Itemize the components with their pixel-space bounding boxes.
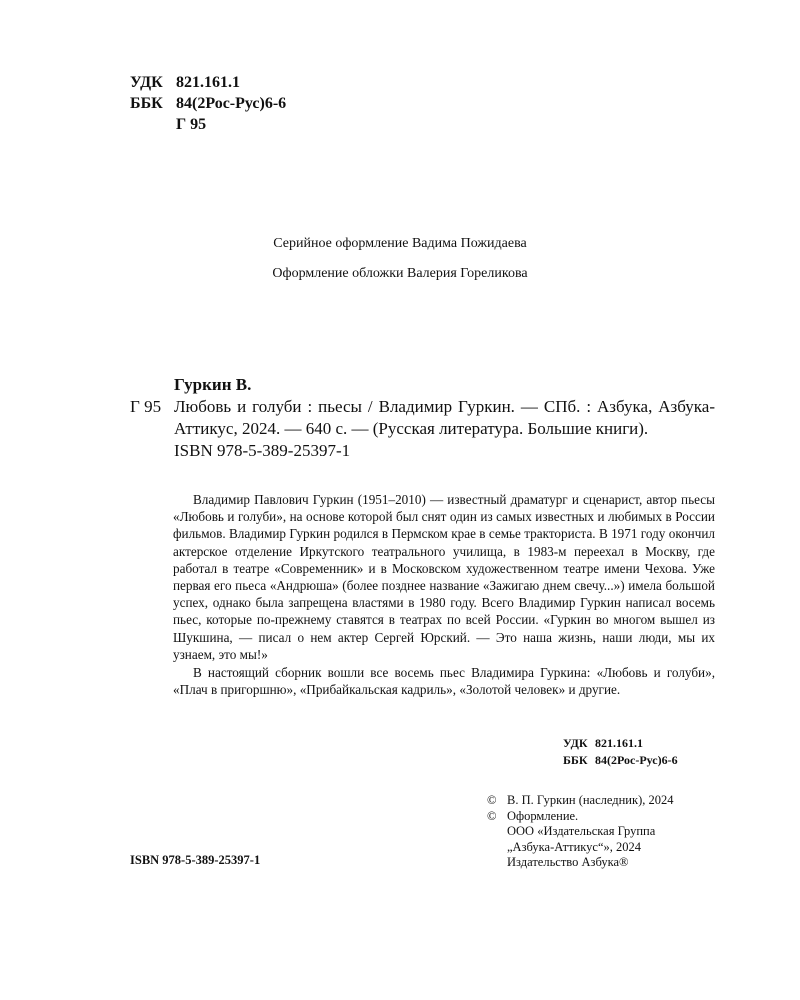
publisher-line: ООО «Издательская Группа [507, 824, 656, 838]
cover-design-credit: Оформление обложки Валерия Гореликова [272, 266, 528, 281]
bibliographic-description: Любовь и голуби : пьесы / Владимир Гуркин. — СПб. : Азбука, Азбука-Аттикус, 2024. — 640 с. — (Русская литература. Большие книги). [174, 397, 715, 438]
annotation-paragraph: Владимир Павлович Гуркин (1951–2010) — известный драматург и сценарист, автор пьесы «Любовь и голуби», на основе которой был снят один из самых известных и любимых в России фильмов. Владимир Гуркин родился в Пермском крае в семье тракториста. В 1971 году окончил актерское отделение Иркутского театрального училища, в 1983-м переехал в Москву, где работал в театре «Современник» и в Московском художественном театре имени Чехова. Уже первая его пьеса «Андрюша» (более позднее название «Зажигаю днем свечу...») имела большой успех, однако была запрещена властями в 1980 году. Всего Владимир Гуркин написал восемь пьес, которые по-прежнему ставятся в театрах по всей России. «Гуркин во многом вышел из Шукшина, — писал о нем актер Сергей Юрский. — Это наша жизнь, наши люди, мы их узнаем, это мы!» [173, 492, 715, 662]
bottom-classification-codes [563, 735, 678, 769]
design-copyright-text: Оформление. [507, 808, 579, 823]
bbk-label: ББК [130, 95, 163, 112]
entry-body [130, 396, 715, 440]
author-copyright-text: В. П. Гуркин (наследник), 2024 [507, 793, 674, 807]
entry-author-sign: Г 95 [130, 397, 162, 416]
annotation-paragraph: В настоящий сборник вошли все восемь пьес Владимира Гуркина: «Любовь и голуби», «Плач в пригоршню», «Прибайкальская кадриль», «Золотой человек» и другие. [173, 665, 715, 698]
author-sign: Г 95 [176, 116, 207, 133]
author-copyright [487, 793, 674, 809]
udk-value: 821.161.1 [176, 74, 240, 91]
bottom-bbk-label: ББК [563, 753, 588, 767]
bottom-bbk-value: 84(2Рос-Рус)6-6 [595, 753, 678, 767]
udk-row [130, 72, 286, 93]
udk-label: УДК [130, 74, 163, 91]
copyright-symbol: © [487, 793, 497, 807]
bbk-value: 84(2Рос-Рус)6-6 [176, 95, 287, 112]
design-copyright [487, 809, 674, 825]
series-design-credit: Серийное оформление Вадима Пожидаева [273, 236, 527, 251]
bibliographic-entry [130, 374, 715, 462]
bottom-bbk-row [563, 752, 678, 769]
classification-codes [130, 72, 286, 135]
author-heading: Гуркин В. [174, 375, 252, 394]
copyright-block [487, 793, 674, 871]
bbk-row [130, 93, 286, 114]
bottom-udk-value: 821.161.1 [595, 736, 643, 750]
entry-isbn: ISBN 978-5-389-25397-1 [174, 441, 351, 460]
bottom-udk-row [563, 735, 678, 752]
annotation [173, 491, 715, 698]
copyright-symbol: © [487, 808, 497, 823]
isbn-bottom: ISBN 978-5-389-25397-1 [130, 853, 261, 867]
imprint-line: Издательство Азбука® [507, 855, 629, 869]
design-credits [0, 229, 800, 289]
bottom-udk-label: УДК [563, 736, 588, 750]
publisher-line: „Азбука-Аттикус“», 2024 [507, 839, 642, 854]
